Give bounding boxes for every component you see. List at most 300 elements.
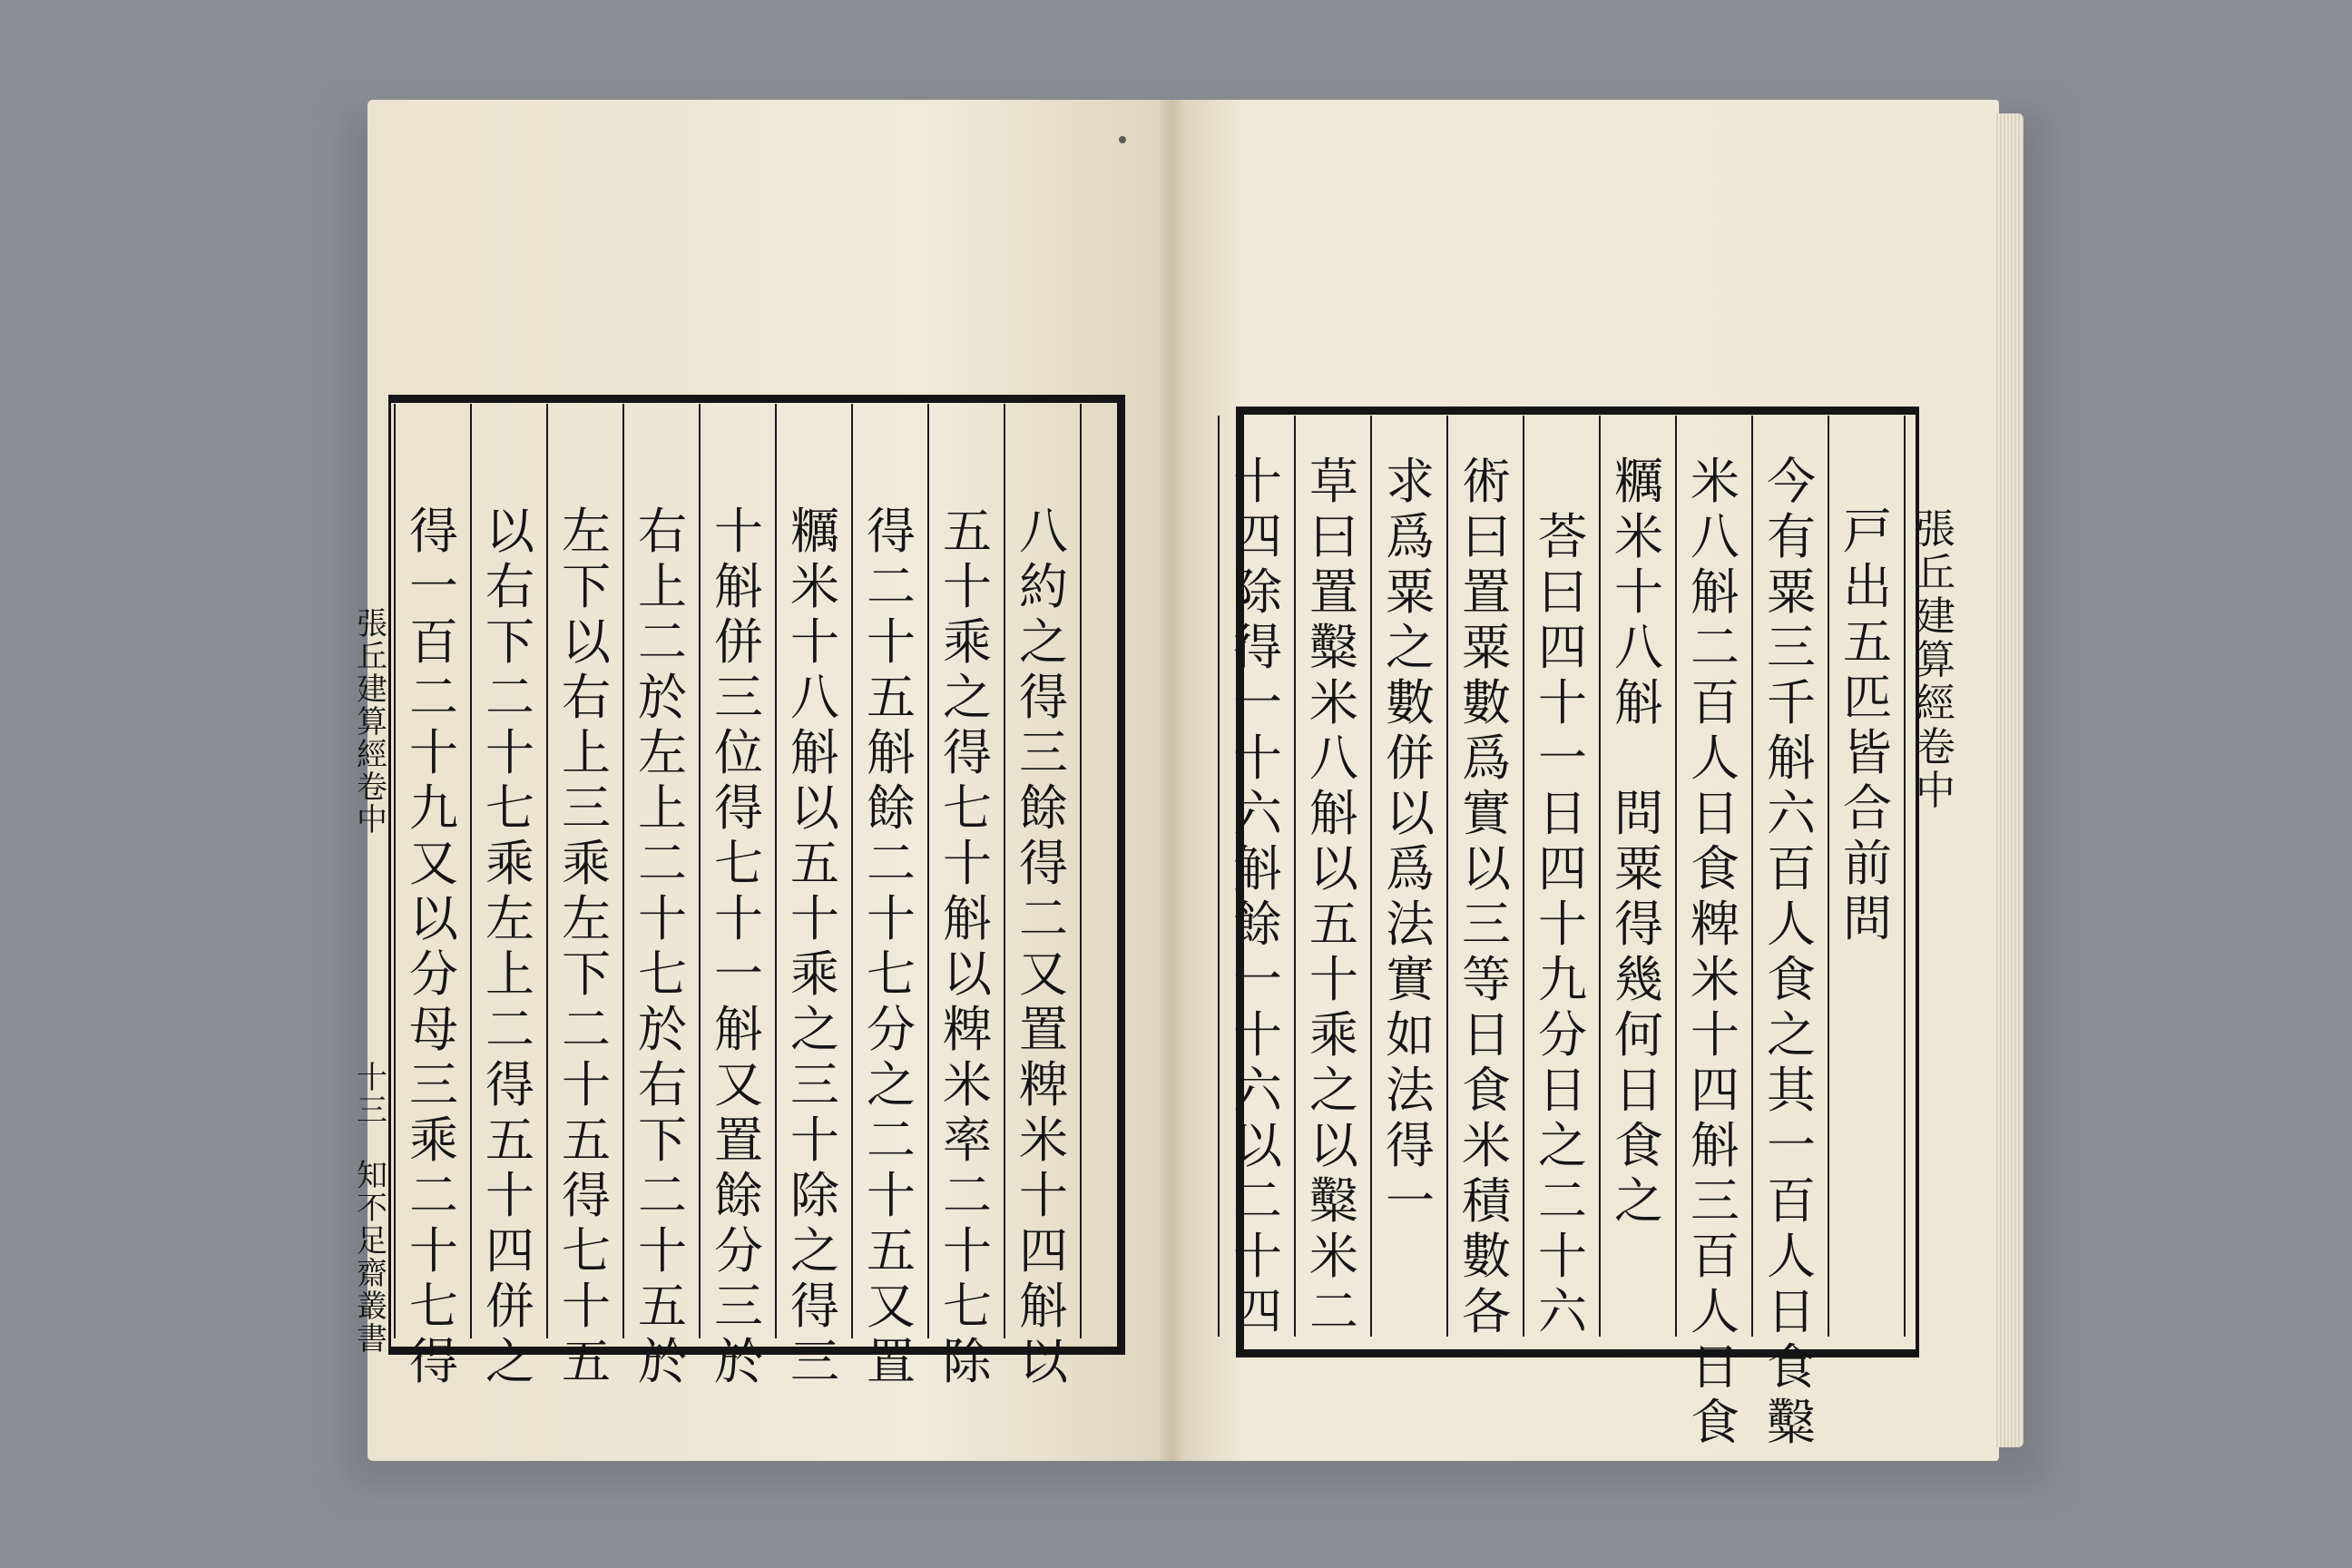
glyph: 二 xyxy=(485,1001,534,1058)
glyph: 卷 xyxy=(1916,724,1955,770)
glyph: 之 xyxy=(1309,1062,1358,1119)
glyph: 七 xyxy=(485,779,534,837)
glyph: 斛 xyxy=(714,558,763,615)
left-column-6 xyxy=(633,504,691,1389)
left-margin-footer xyxy=(354,1062,390,1356)
column-rule xyxy=(1218,416,1220,1337)
glyph: 下 xyxy=(562,946,611,1003)
glyph: 十 xyxy=(562,1278,611,1335)
glyph: 齋 xyxy=(357,1256,387,1292)
glyph: 之 xyxy=(485,1333,534,1390)
glyph: 十 xyxy=(409,1222,458,1279)
glyph: 食 xyxy=(1614,1117,1663,1174)
glyph: 十 xyxy=(409,724,458,781)
glyph: 十 xyxy=(714,890,763,947)
right-column-9 xyxy=(1229,454,1287,1339)
page-edges xyxy=(1996,113,2024,1447)
glyph: 右 xyxy=(638,1056,687,1113)
glyph: 食 xyxy=(1767,951,1816,1008)
glyph: 糲 xyxy=(1614,453,1663,510)
glyph: 食 xyxy=(1462,1062,1511,1119)
glyph: 一 xyxy=(409,558,458,615)
glyph: 乘 xyxy=(409,1112,458,1169)
glyph: 十 xyxy=(790,613,839,671)
glyph: 如 xyxy=(1386,1006,1435,1063)
glyph: 糳 xyxy=(1767,1394,1816,1451)
glyph: 何 xyxy=(1614,1006,1663,1063)
glyph: 得 xyxy=(1386,1117,1435,1174)
glyph: 位 xyxy=(714,724,763,781)
column-rule xyxy=(470,404,472,1338)
glyph: 分 xyxy=(409,946,458,1003)
glyph: 張 xyxy=(1916,506,1955,553)
glyph: 二 xyxy=(562,1001,611,1058)
glyph: 左 xyxy=(638,724,687,781)
glyph: 約 xyxy=(1019,558,1068,615)
glyph: 九 xyxy=(1538,951,1587,1008)
glyph: 斛 xyxy=(714,1001,763,1058)
glyph: 二 xyxy=(867,558,916,615)
left-column-4 xyxy=(786,504,844,1389)
glyph: 以 xyxy=(1233,1117,1282,1174)
glyph: 斛 xyxy=(1690,1117,1740,1174)
glyph: 十 xyxy=(1233,730,1282,787)
glyph: 幾 xyxy=(1614,951,1663,1008)
glyph: 三 xyxy=(357,1093,387,1129)
glyph: 食 xyxy=(1690,1394,1740,1451)
glyph: 五 xyxy=(638,1278,687,1335)
glyph: 食 xyxy=(1690,840,1740,897)
glyph: 二 xyxy=(638,1167,687,1224)
glyph: 糳 xyxy=(1309,619,1358,676)
glyph: 五 xyxy=(562,1333,611,1390)
glyph: 米 xyxy=(1690,453,1740,510)
glyph: 米 xyxy=(1690,951,1740,1008)
glyph: 草 xyxy=(1309,453,1358,510)
glyph: 問 xyxy=(1614,785,1663,842)
glyph: 二 xyxy=(867,835,916,892)
glyph: 日 xyxy=(1538,1062,1587,1119)
glyph: 又 xyxy=(714,1056,763,1113)
glyph: 八 xyxy=(1614,619,1663,676)
glyph: 七 xyxy=(409,1278,458,1335)
glyph: 餘 xyxy=(867,779,916,837)
column-rule xyxy=(1294,416,1296,1337)
glyph: 四 xyxy=(1233,1283,1282,1340)
column-rule xyxy=(1904,416,1906,1337)
glyph: 叢 xyxy=(357,1289,387,1325)
glyph: 有 xyxy=(1767,508,1816,565)
glyph: 除 xyxy=(943,1333,992,1390)
glyph: 又 xyxy=(867,1278,916,1335)
glyph: 二 xyxy=(1019,890,1068,947)
glyph: 得 xyxy=(409,503,458,560)
glyph: 置 xyxy=(1309,564,1358,621)
glyph: 斛 xyxy=(1233,840,1282,897)
glyph: 三 xyxy=(1690,1172,1740,1230)
glyph: 四 xyxy=(1690,1062,1740,1119)
glyph: 之 xyxy=(1386,619,1435,676)
glyph: 經 xyxy=(1916,681,1955,727)
glyph: 以 xyxy=(409,890,458,947)
glyph: 置 xyxy=(1462,564,1511,621)
glyph: 之 xyxy=(1538,1117,1587,1174)
glyph: 建 xyxy=(1916,593,1955,640)
glyph: 斛 xyxy=(1309,785,1358,842)
glyph: 曰 xyxy=(1538,564,1587,621)
glyph: 上 xyxy=(638,558,687,615)
glyph: 曰 xyxy=(1462,508,1511,565)
glyph: 十 xyxy=(943,835,992,892)
glyph: 下 xyxy=(638,1112,687,1169)
glyph: 四 xyxy=(485,1222,534,1279)
glyph: 十 xyxy=(562,1056,611,1113)
glyph: 餘 xyxy=(714,1167,763,1224)
glyph: 人 xyxy=(1767,896,1816,953)
glyph: 書 xyxy=(357,1321,387,1357)
left-margin-title xyxy=(354,608,390,837)
glyph: 母 xyxy=(409,1001,458,1058)
glyph: 人 xyxy=(1690,1283,1740,1340)
glyph: 丘 xyxy=(357,639,387,675)
glyph: 丘 xyxy=(1916,550,1955,596)
glyph: 斛 xyxy=(867,724,916,781)
glyph: 斛 xyxy=(1614,674,1663,731)
right-column-2 xyxy=(1762,454,1820,1450)
glyph: 二 xyxy=(943,1167,992,1224)
glyph: 乘 xyxy=(1309,1006,1358,1063)
column-rule xyxy=(1599,416,1601,1337)
glyph: 於 xyxy=(714,1333,763,1390)
glyph: 日 xyxy=(1538,785,1587,842)
glyph: 之 xyxy=(1767,1006,1816,1063)
glyph xyxy=(1610,730,1668,786)
glyph: 七 xyxy=(943,1278,992,1335)
right-column-5 xyxy=(1534,454,1592,1339)
glyph: 右 xyxy=(562,669,611,726)
glyph: 以 xyxy=(790,779,839,837)
glyph: 日 xyxy=(1614,1062,1663,1119)
glyph: 十 xyxy=(1690,1006,1740,1063)
glyph: 十 xyxy=(485,724,534,781)
glyph: 糲 xyxy=(790,503,839,560)
glyph: 十 xyxy=(1233,1006,1282,1063)
glyph: 二 xyxy=(867,1112,916,1169)
glyph: 四 xyxy=(1019,1222,1068,1279)
glyph: 今 xyxy=(1767,453,1816,510)
glyph: 人 xyxy=(1690,730,1740,787)
glyph: 之 xyxy=(867,1056,916,1113)
glyph: 之 xyxy=(790,1001,839,1058)
glyph: 斛 xyxy=(1019,1278,1068,1335)
glyph: 張 xyxy=(357,606,387,642)
column-rule xyxy=(1828,416,1829,1337)
column-rule xyxy=(1523,416,1524,1337)
glyph: 七 xyxy=(943,779,992,837)
glyph: 二 xyxy=(1233,1172,1282,1230)
glyph: 十 xyxy=(1538,674,1587,731)
glyph: 法 xyxy=(1386,896,1435,953)
right-column-3 xyxy=(1686,454,1744,1450)
glyph: 四 xyxy=(1538,619,1587,676)
glyph: 以 xyxy=(1309,840,1358,897)
glyph: 匹 xyxy=(1843,669,1892,726)
glyph: 得 xyxy=(409,1333,458,1390)
glyph: 粺 xyxy=(943,1001,992,1058)
glyph: 之 xyxy=(1019,613,1068,671)
glyph: 右 xyxy=(485,558,534,615)
glyph: 足 xyxy=(357,1223,387,1259)
glyph: 三 xyxy=(409,1056,458,1113)
glyph: 於 xyxy=(638,669,687,726)
column-rule xyxy=(1751,416,1753,1337)
glyph: 一 xyxy=(1767,1117,1816,1174)
glyph: 各 xyxy=(1462,1283,1511,1340)
glyph: 十 xyxy=(790,1112,839,1169)
glyph: 二 xyxy=(1309,1283,1358,1340)
left-column-5 xyxy=(710,504,768,1389)
glyph: 五 xyxy=(1843,613,1892,671)
book-spine xyxy=(1160,100,1185,1461)
glyph: 斛 xyxy=(1767,730,1816,787)
glyph: 米 xyxy=(1019,1112,1068,1169)
glyph: 得 xyxy=(943,724,992,781)
left-column-8 xyxy=(481,504,539,1389)
left-column-1 xyxy=(1014,504,1073,1389)
glyph: 十 xyxy=(638,890,687,947)
glyph: 之 xyxy=(943,669,992,726)
glyph: 十 xyxy=(1538,1228,1587,1285)
glyph: 併 xyxy=(485,1278,534,1335)
glyph: 中 xyxy=(357,802,387,838)
glyph: 六 xyxy=(1233,1062,1282,1119)
glyph: 經 xyxy=(357,737,387,773)
column-rule xyxy=(775,404,777,1338)
glyph: 粟 xyxy=(1462,619,1511,676)
glyph: 算 xyxy=(1916,637,1955,683)
glyph: 二 xyxy=(1538,1172,1587,1230)
glyph: 五 xyxy=(1309,896,1358,953)
glyph: 下 xyxy=(485,613,534,671)
glyph: 左 xyxy=(562,503,611,560)
column-rule xyxy=(1080,404,1082,1338)
glyph: 問 xyxy=(1843,890,1892,947)
glyph: 十 xyxy=(1233,1228,1282,1285)
glyph: 八 xyxy=(790,669,839,726)
glyph: 日 xyxy=(1690,1338,1740,1396)
left-column-7 xyxy=(557,504,615,1389)
glyph: 十 xyxy=(943,1222,992,1279)
glyph: 以 xyxy=(485,503,534,560)
glyph: 以 xyxy=(1309,1117,1358,1174)
glyph: 五 xyxy=(485,1112,534,1169)
glyph: 米 xyxy=(790,558,839,615)
left-column-9 xyxy=(405,504,463,1389)
glyph: 五 xyxy=(867,669,916,726)
glyph: 三 xyxy=(714,669,763,726)
glyph: 不 xyxy=(357,1191,387,1227)
paper-blemish xyxy=(1119,136,1126,143)
column-rule xyxy=(1675,416,1677,1337)
glyph: 餘 xyxy=(1233,896,1282,953)
glyph: 十 xyxy=(1538,896,1587,953)
glyph: 日 xyxy=(1767,1283,1816,1340)
glyph: 粺 xyxy=(1690,896,1740,953)
glyph: 三 xyxy=(714,1278,763,1335)
glyph: 六 xyxy=(1538,1283,1587,1340)
glyph: 爲 xyxy=(1386,840,1435,897)
glyph: 之 xyxy=(1614,1172,1663,1230)
glyph: 積 xyxy=(1462,1172,1511,1230)
glyph: 置 xyxy=(714,1112,763,1169)
glyph: 於 xyxy=(638,1333,687,1390)
glyph: 三 xyxy=(1767,619,1816,676)
glyph: 得 xyxy=(790,1278,839,1335)
glyph: 三 xyxy=(1019,724,1068,781)
glyph: 五 xyxy=(943,503,992,560)
glyph: 八 xyxy=(1690,508,1740,565)
glyph: 米 xyxy=(1309,674,1358,731)
glyph: 二 xyxy=(638,613,687,671)
glyph: 十 xyxy=(1309,951,1358,1008)
glyph: 實 xyxy=(1462,785,1511,842)
glyph: 戸 xyxy=(1843,503,1892,560)
glyph: 粺 xyxy=(1019,1056,1068,1113)
glyph: 米 xyxy=(1462,1117,1511,1174)
column-rule xyxy=(1004,404,1005,1338)
glyph: 日 xyxy=(1690,785,1740,842)
right-column-8 xyxy=(1305,454,1363,1339)
glyph: 等 xyxy=(1462,951,1511,1008)
glyph: 求 xyxy=(1386,453,1435,510)
glyph: 術 xyxy=(1462,453,1511,510)
glyph: 二 xyxy=(485,669,534,726)
glyph xyxy=(1534,454,1592,509)
glyph: 乘 xyxy=(790,946,839,1003)
glyph: 七 xyxy=(638,946,687,1003)
glyph-space xyxy=(354,1127,390,1160)
glyph: 實 xyxy=(1386,951,1435,1008)
column-rule xyxy=(851,404,853,1338)
glyph: 二 xyxy=(409,669,458,726)
glyph: 五 xyxy=(867,1222,916,1279)
column-rule xyxy=(1446,416,1448,1337)
glyph: 以 xyxy=(1462,840,1511,897)
glyph: 得 xyxy=(1614,896,1663,953)
glyph: 建 xyxy=(357,671,387,708)
glyph: 知 xyxy=(357,1158,387,1194)
glyph: 算 xyxy=(357,704,387,740)
column-rule xyxy=(1370,416,1372,1337)
glyph: 一 xyxy=(1386,1172,1435,1230)
glyph: 十 xyxy=(1019,1167,1068,1224)
glyph: 粟 xyxy=(1767,564,1816,621)
glyph: 乘 xyxy=(943,613,992,671)
glyph: 五 xyxy=(790,835,839,892)
glyph: 曰 xyxy=(1309,508,1358,565)
glyph: 七 xyxy=(867,946,916,1003)
glyph: 日 xyxy=(1462,1006,1511,1063)
glyph: 左 xyxy=(485,890,534,947)
glyph: 十 xyxy=(943,558,992,615)
glyph: 上 xyxy=(485,946,534,1003)
glyph: 荅 xyxy=(1538,508,1587,565)
right-column-6 xyxy=(1457,454,1515,1339)
glyph: 六 xyxy=(1233,785,1282,842)
glyph: 上 xyxy=(638,779,687,837)
glyph: 斛 xyxy=(943,890,992,947)
glyph: 皆 xyxy=(1843,724,1892,781)
glyph: 以 xyxy=(1386,785,1435,842)
column-rule xyxy=(546,404,548,1338)
right-column-4 xyxy=(1610,454,1668,1229)
right-column-7 xyxy=(1381,454,1439,1229)
glyph: 前 xyxy=(1843,835,1892,892)
glyph: 其 xyxy=(1767,1062,1816,1119)
glyph: 併 xyxy=(714,613,763,671)
glyph: 分 xyxy=(1538,1006,1587,1063)
glyph: 得 xyxy=(562,1167,611,1224)
right-column-1 xyxy=(1838,504,1896,946)
right-margin-title xyxy=(1913,508,1958,813)
glyph: 得 xyxy=(485,1056,534,1113)
glyph: 置 xyxy=(1019,1001,1068,1058)
glyph: 十 xyxy=(638,1222,687,1279)
glyph: 十 xyxy=(1233,453,1282,510)
glyph: 百 xyxy=(409,613,458,671)
glyph: 三 xyxy=(790,1056,839,1113)
glyph: 米 xyxy=(943,1056,992,1113)
glyph: 粟 xyxy=(1386,564,1435,621)
glyph: 十 xyxy=(867,1167,916,1224)
glyph: 又 xyxy=(1019,946,1068,1003)
glyph: 百 xyxy=(1690,674,1740,731)
glyph: 四 xyxy=(1538,840,1587,897)
glyph: 二 xyxy=(1690,619,1740,676)
column-rule xyxy=(622,404,624,1338)
glyph: 卷 xyxy=(357,769,387,806)
glyph: 食 xyxy=(1767,1338,1816,1396)
glyph: 斛 xyxy=(790,724,839,781)
glyph: 得 xyxy=(1019,669,1068,726)
glyph: 人 xyxy=(1767,1228,1816,1285)
glyph: 得 xyxy=(1019,835,1068,892)
glyph: 九 xyxy=(409,779,458,837)
glyph: 除 xyxy=(1233,564,1282,621)
glyph: 法 xyxy=(1386,1062,1435,1119)
glyph: 六 xyxy=(1767,785,1816,842)
glyph: 得 xyxy=(867,503,916,560)
glyph: 爲 xyxy=(1386,508,1435,565)
glyph: 之 xyxy=(790,1222,839,1279)
glyph: 十 xyxy=(1614,564,1663,621)
glyph: 七 xyxy=(714,835,763,892)
glyph: 出 xyxy=(1843,558,1892,615)
glyph: 百 xyxy=(1767,840,1816,897)
glyph: 數 xyxy=(1462,674,1511,731)
glyph: 一 xyxy=(714,946,763,1003)
glyph: 五 xyxy=(562,1112,611,1169)
glyph: 千 xyxy=(1767,674,1816,731)
glyph: 十 xyxy=(357,1060,387,1096)
glyph: 上 xyxy=(562,724,611,781)
glyph: 百 xyxy=(1767,1172,1816,1230)
left-column-2 xyxy=(938,504,996,1389)
glyph: 三 xyxy=(1462,896,1511,953)
glyph: 斛 xyxy=(1690,564,1740,621)
glyph: 糳 xyxy=(1309,1172,1358,1230)
glyph: 併 xyxy=(1386,730,1435,787)
